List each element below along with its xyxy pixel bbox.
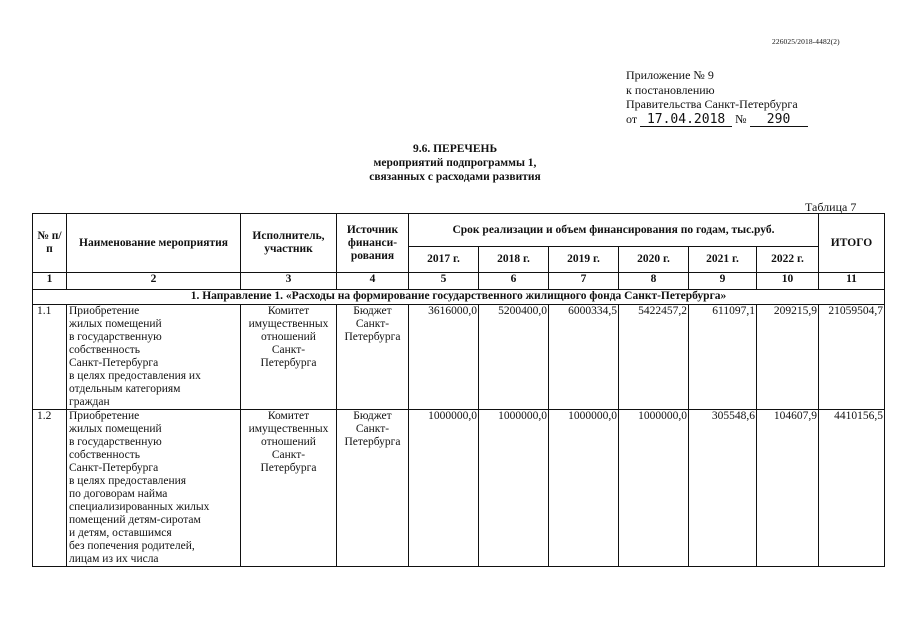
activity-name [67, 305, 241, 410]
name-line: Приобретение [69, 305, 140, 317]
column-number: 11 [819, 273, 885, 290]
source-line: Санкт- [355, 423, 390, 435]
name-line: собственность [69, 449, 141, 461]
value-2017: 3616000,0 [409, 305, 479, 410]
name-line: по договорам найма [69, 488, 168, 500]
number-label: № [735, 111, 747, 126]
appendix-line-3: Правительства Санкт-Петербурга [626, 97, 798, 111]
name-line: Санкт-Петербурга [69, 462, 159, 474]
row-number: 1.2 [33, 410, 67, 567]
source-line: Петербурга [344, 331, 401, 343]
column-number: 9 [689, 273, 757, 290]
document-id: 226025/2018-4482(2) [772, 37, 840, 46]
column-number: 3 [241, 273, 337, 290]
value-2020: 1000000,0 [619, 410, 689, 567]
executor-line: Санкт- [271, 449, 306, 461]
table-label: Таблица 7 [805, 200, 857, 214]
header-year: 2020 г. [619, 247, 689, 273]
executor [241, 410, 337, 567]
name-line: в целях предоставления их [69, 370, 201, 382]
name-line: Санкт-Петербурга [69, 357, 159, 369]
header-year: 2021 г. [689, 247, 757, 273]
value-2019: 6000334,5 [549, 305, 619, 410]
column-number: 1 [33, 273, 67, 290]
document-title [300, 142, 610, 184]
name-line: помещений детям-сиротам [69, 514, 201, 526]
activities-table [32, 213, 885, 567]
header-period: Срок реализации и объем финансирования по годам, тыс.руб. [409, 214, 819, 247]
appendix-date-line [626, 112, 808, 127]
header-name: Наименование мероприятия [67, 214, 241, 273]
column-number: 8 [619, 273, 689, 290]
value-2020: 5422457,2 [619, 305, 689, 410]
name-line: и детям, оставшимся [69, 527, 172, 539]
header-executor: Исполнитель, участник [241, 214, 337, 273]
source-line: Бюджет [353, 305, 392, 317]
direction-heading: 1. Направление 1. «Расходы на формирование государственного жилищного фонда Санкт-Петербурга» [33, 290, 885, 305]
value-2021: 611097,1 [689, 305, 757, 410]
header-total: ИТОГО [819, 214, 885, 273]
value-total: 21059504,7 [819, 305, 885, 410]
from-label: от [626, 111, 638, 126]
executor-line: Петербурга [260, 357, 317, 369]
column-number: 10 [757, 273, 819, 290]
value-2021: 305548,6 [689, 410, 757, 567]
source-line: Санкт- [355, 318, 390, 330]
name-line: в государственную [69, 436, 162, 448]
name-line: лицам из их числа [69, 553, 159, 565]
appendix-line-1: Приложение № 9 [626, 68, 714, 82]
row-number: 1.1 [33, 305, 67, 410]
source-line: Петербурга [344, 436, 401, 448]
executor-line: имущественных [248, 423, 329, 435]
value-2022: 209215,9 [757, 305, 819, 410]
value-2018: 5200400,0 [479, 305, 549, 410]
header-year: 2018 г. [479, 247, 549, 273]
value-2017: 1000000,0 [409, 410, 479, 567]
column-number: 6 [479, 273, 549, 290]
name-line: специализированных жилых [69, 501, 210, 513]
name-line: в целях предоставления [69, 475, 187, 487]
table-row [33, 410, 885, 567]
column-number: 2 [67, 273, 241, 290]
funding-source [337, 305, 409, 410]
resolution-date: 17.04.2018 [640, 114, 732, 127]
name-line: жилых помещений [69, 318, 162, 330]
column-number: 5 [409, 273, 479, 290]
name-line: жилых помещений [69, 423, 162, 435]
appendix-line-2: к постановлению [626, 82, 715, 97]
executor-line: отношений [261, 331, 316, 343]
name-line: Приобретение [69, 410, 140, 422]
executor [241, 305, 337, 410]
value-2022: 104607,9 [757, 410, 819, 567]
resolution-number: 290 [750, 114, 808, 127]
name-line: граждан [69, 396, 110, 408]
header-year: 2017 г. [409, 247, 479, 273]
executor-line: имущественных [248, 318, 329, 330]
column-number: 7 [549, 273, 619, 290]
title-line-2: мероприятий подпрограммы 1, [373, 157, 537, 169]
value-total: 4410156,5 [819, 410, 885, 567]
title-line-3: связанных с расходами развития [369, 171, 541, 183]
header-year: 2022 г. [757, 247, 819, 273]
header-year: 2019 г. [549, 247, 619, 273]
value-2018: 1000000,0 [479, 410, 549, 567]
name-line: собственность [69, 344, 141, 356]
name-line: отдельным категориям [69, 383, 181, 395]
name-line: в государственную [69, 331, 162, 343]
executor-line: Санкт- [271, 344, 306, 356]
executor-line: Комитет [267, 305, 310, 317]
header-source: Источник финанси-рования [337, 214, 409, 273]
title-line-1: 9.6. ПЕРЕЧЕНЬ [412, 143, 498, 155]
column-number: 4 [337, 273, 409, 290]
appendix-block [626, 68, 808, 127]
activity-name [67, 410, 241, 567]
name-line: без попечения родителей, [69, 540, 195, 552]
value-2019: 1000000,0 [549, 410, 619, 567]
executor-line: отношений [261, 436, 316, 448]
table-row [33, 305, 885, 410]
executor-line: Комитет [267, 410, 310, 422]
executor-line: Петербурга [260, 462, 317, 474]
header-no: № п/п [33, 214, 67, 273]
source-line: Бюджет [353, 410, 392, 422]
funding-source [337, 410, 409, 567]
